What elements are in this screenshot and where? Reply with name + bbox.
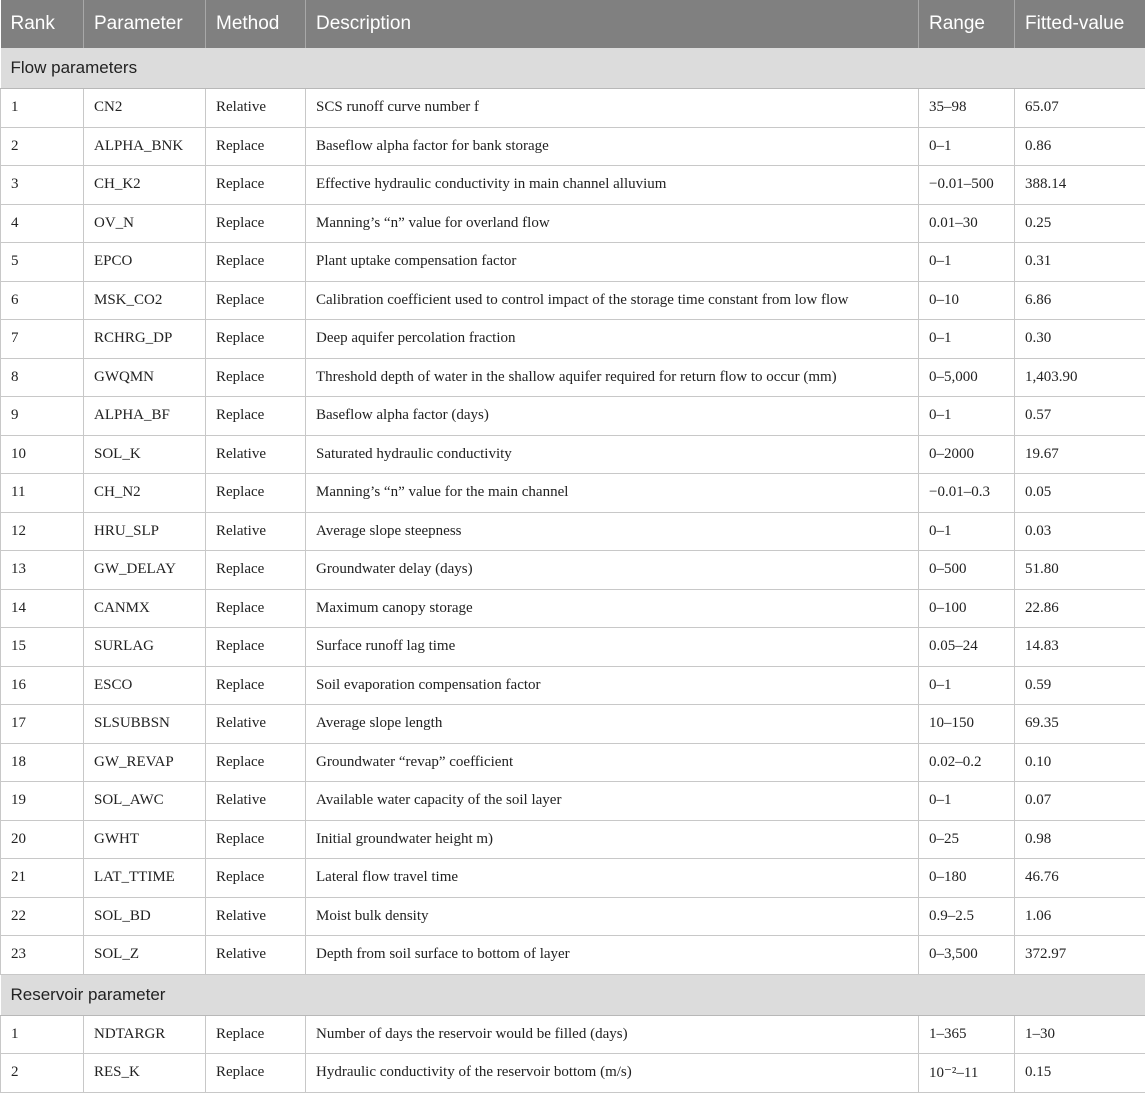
cell-description: Moist bulk density xyxy=(306,897,919,936)
table-row xyxy=(1,743,1145,782)
cell-range: 0–10 xyxy=(919,281,1015,320)
cell-fitted-value: 0.30 xyxy=(1015,320,1145,359)
cell-method: Replace xyxy=(206,358,306,397)
cell-range: 35–98 xyxy=(919,89,1015,128)
cell-fitted-value: 388.14 xyxy=(1015,166,1145,205)
cell-description: Lateral flow travel time xyxy=(306,859,919,898)
cell-fitted-value: 22.86 xyxy=(1015,589,1145,628)
cell-description: SCS runoff curve number f xyxy=(306,89,919,128)
cell-description: Maximum canopy storage xyxy=(306,589,919,628)
cell-method: Replace xyxy=(206,859,306,898)
cell-range: 0–1 xyxy=(919,782,1015,821)
cell-description: Manning’s “n” value for the main channel xyxy=(306,474,919,513)
cell-parameter: MSK_CO2 xyxy=(84,281,206,320)
cell-method: Replace xyxy=(206,628,306,667)
cell-rank: 15 xyxy=(1,628,84,667)
cell-parameter: HRU_SLP xyxy=(84,512,206,551)
cell-range: 0–1 xyxy=(919,666,1015,705)
cell-method: Replace xyxy=(206,243,306,282)
header-range: Range xyxy=(919,0,1015,48)
cell-parameter: LAT_TTIME xyxy=(84,859,206,898)
cell-description: Available water capacity of the soil layer xyxy=(306,782,919,821)
cell-description: Calibration coefficient used to control impact of the storage time constant from low flow xyxy=(306,281,919,320)
cell-description: Baseflow alpha factor (days) xyxy=(306,397,919,436)
cell-method: Replace xyxy=(206,320,306,359)
table-row xyxy=(1,705,1145,744)
table-row xyxy=(1,1054,1145,1093)
cell-range: 10–150 xyxy=(919,705,1015,744)
cell-rank: 16 xyxy=(1,666,84,705)
table-row xyxy=(1,89,1145,128)
cell-fitted-value: 51.80 xyxy=(1015,551,1145,590)
cell-range: 0–1 xyxy=(919,127,1015,166)
cell-range: 0.9–2.5 xyxy=(919,897,1015,936)
table-row xyxy=(1,512,1145,551)
cell-parameter: EPCO xyxy=(84,243,206,282)
cell-method: Replace xyxy=(206,551,306,590)
cell-description: Manning’s “n” value for overland flow xyxy=(306,204,919,243)
table-row xyxy=(1,936,1145,975)
cell-method: Replace xyxy=(206,666,306,705)
cell-range: 1–365 xyxy=(919,1015,1015,1054)
cell-method: Relative xyxy=(206,782,306,821)
table-row xyxy=(1,1015,1145,1054)
cell-fitted-value: 0.03 xyxy=(1015,512,1145,551)
table-row xyxy=(1,897,1145,936)
cell-method: Replace xyxy=(206,820,306,859)
cell-fitted-value: 0.10 xyxy=(1015,743,1145,782)
cell-method: Replace xyxy=(206,127,306,166)
cell-method: Relative xyxy=(206,705,306,744)
cell-method: Replace xyxy=(206,743,306,782)
section-title: Flow parameters xyxy=(1,48,1145,89)
section-header-row xyxy=(1,48,1145,89)
cell-rank: 4 xyxy=(1,204,84,243)
table-row xyxy=(1,127,1145,166)
cell-fitted-value: 372.97 xyxy=(1015,936,1145,975)
cell-description: Threshold depth of water in the shallow aquifer required for return flow to occur (mm) xyxy=(306,358,919,397)
cell-parameter: RES_K xyxy=(84,1054,206,1093)
cell-description: Plant uptake compensation factor xyxy=(306,243,919,282)
table-row xyxy=(1,281,1145,320)
cell-rank: 6 xyxy=(1,281,84,320)
cell-fitted-value: 0.31 xyxy=(1015,243,1145,282)
table-row xyxy=(1,320,1145,359)
cell-parameter: SOL_Z xyxy=(84,936,206,975)
cell-rank: 2 xyxy=(1,127,84,166)
cell-fitted-value: 14.83 xyxy=(1015,628,1145,667)
cell-range: 0–25 xyxy=(919,820,1015,859)
cell-rank: 1 xyxy=(1,1015,84,1054)
cell-rank: 20 xyxy=(1,820,84,859)
cell-range: 10⁻²–11 xyxy=(919,1054,1015,1093)
cell-parameter: RCHRG_DP xyxy=(84,320,206,359)
cell-fitted-value: 46.76 xyxy=(1015,859,1145,898)
cell-parameter: CANMX xyxy=(84,589,206,628)
table-body xyxy=(1,48,1145,1092)
cell-range: 0–3,500 xyxy=(919,936,1015,975)
table-row xyxy=(1,166,1145,205)
cell-description: Groundwater “revap” coefficient xyxy=(306,743,919,782)
cell-method: Replace xyxy=(206,474,306,513)
cell-description: Soil evaporation compensation factor xyxy=(306,666,919,705)
cell-range: 0–1 xyxy=(919,320,1015,359)
table-row xyxy=(1,666,1145,705)
table-row xyxy=(1,474,1145,513)
cell-fitted-value: 6.86 xyxy=(1015,281,1145,320)
cell-range: 0–500 xyxy=(919,551,1015,590)
cell-method: Relative xyxy=(206,936,306,975)
cell-fitted-value: 0.57 xyxy=(1015,397,1145,436)
header-row xyxy=(1,0,1145,48)
cell-range: −0.01–0.3 xyxy=(919,474,1015,513)
cell-range: 0–1 xyxy=(919,243,1015,282)
cell-range: 0–1 xyxy=(919,397,1015,436)
cell-rank: 13 xyxy=(1,551,84,590)
cell-rank: 21 xyxy=(1,859,84,898)
cell-method: Relative xyxy=(206,897,306,936)
table-row xyxy=(1,397,1145,436)
table-row xyxy=(1,589,1145,628)
cell-method: Replace xyxy=(206,589,306,628)
cell-rank: 8 xyxy=(1,358,84,397)
cell-parameter: CH_K2 xyxy=(84,166,206,205)
cell-fitted-value: 0.15 xyxy=(1015,1054,1145,1093)
cell-rank: 18 xyxy=(1,743,84,782)
cell-rank: 19 xyxy=(1,782,84,821)
cell-range: 0–2000 xyxy=(919,435,1015,474)
cell-fitted-value: 0.86 xyxy=(1015,127,1145,166)
cell-rank: 17 xyxy=(1,705,84,744)
cell-description: Groundwater delay (days) xyxy=(306,551,919,590)
header-description: Description xyxy=(306,0,919,48)
cell-fitted-value: 1–30 xyxy=(1015,1015,1145,1054)
cell-rank: 14 xyxy=(1,589,84,628)
cell-fitted-value: 0.98 xyxy=(1015,820,1145,859)
table-row xyxy=(1,435,1145,474)
header-method: Method xyxy=(206,0,306,48)
cell-fitted-value: 0.05 xyxy=(1015,474,1145,513)
cell-description: Hydraulic conductivity of the reservoir bottom (m/s) xyxy=(306,1054,919,1093)
cell-parameter: GW_REVAP xyxy=(84,743,206,782)
cell-parameter: GWHT xyxy=(84,820,206,859)
cell-parameter: ALPHA_BNK xyxy=(84,127,206,166)
table-row xyxy=(1,859,1145,898)
cell-range: 0–1 xyxy=(919,512,1015,551)
table-row xyxy=(1,551,1145,590)
cell-rank: 22 xyxy=(1,897,84,936)
cell-description: Deep aquifer percolation fraction xyxy=(306,320,919,359)
section-header-row xyxy=(1,974,1145,1015)
cell-fitted-value: 1.06 xyxy=(1015,897,1145,936)
cell-fitted-value: 0.07 xyxy=(1015,782,1145,821)
cell-rank: 1 xyxy=(1,89,84,128)
cell-parameter: CN2 xyxy=(84,89,206,128)
cell-description: Saturated hydraulic conductivity xyxy=(306,435,919,474)
cell-rank: 7 xyxy=(1,320,84,359)
table-row xyxy=(1,782,1145,821)
cell-fitted-value: 1,403.90 xyxy=(1015,358,1145,397)
cell-method: Replace xyxy=(206,1015,306,1054)
table-row xyxy=(1,204,1145,243)
cell-parameter: SOL_K xyxy=(84,435,206,474)
cell-range: 0.01–30 xyxy=(919,204,1015,243)
section-title: Reservoir parameter xyxy=(1,974,1145,1015)
cell-range: 0.02–0.2 xyxy=(919,743,1015,782)
header-parameter: Parameter xyxy=(84,0,206,48)
cell-parameter: SOL_AWC xyxy=(84,782,206,821)
cell-method: Replace xyxy=(206,166,306,205)
cell-range: 0–5,000 xyxy=(919,358,1015,397)
cell-description: Number of days the reservoir would be filled (days) xyxy=(306,1015,919,1054)
cell-fitted-value: 65.07 xyxy=(1015,89,1145,128)
cell-parameter: SLSUBBSN xyxy=(84,705,206,744)
cell-rank: 11 xyxy=(1,474,84,513)
cell-rank: 3 xyxy=(1,166,84,205)
table-row xyxy=(1,820,1145,859)
cell-range: −0.01–500 xyxy=(919,166,1015,205)
cell-description: Surface runoff lag time xyxy=(306,628,919,667)
cell-parameter: ALPHA_BF xyxy=(84,397,206,436)
header-rank: Rank xyxy=(1,0,84,48)
cell-description: Baseflow alpha factor for bank storage xyxy=(306,127,919,166)
cell-description: Depth from soil surface to bottom of layer xyxy=(306,936,919,975)
cell-method: Replace xyxy=(206,281,306,320)
cell-parameter: GW_DELAY xyxy=(84,551,206,590)
table-row xyxy=(1,243,1145,282)
cell-rank: 10 xyxy=(1,435,84,474)
cell-description: Average slope steepness xyxy=(306,512,919,551)
cell-range: 0–100 xyxy=(919,589,1015,628)
cell-parameter: OV_N xyxy=(84,204,206,243)
cell-range: 0–180 xyxy=(919,859,1015,898)
table-row xyxy=(1,628,1145,667)
cell-method: Relative xyxy=(206,435,306,474)
cell-fitted-value: 0.59 xyxy=(1015,666,1145,705)
cell-parameter: ESCO xyxy=(84,666,206,705)
cell-fitted-value: 69.35 xyxy=(1015,705,1145,744)
cell-fitted-value: 0.25 xyxy=(1015,204,1145,243)
cell-parameter: CH_N2 xyxy=(84,474,206,513)
cell-parameter: SURLAG xyxy=(84,628,206,667)
cell-method: Replace xyxy=(206,204,306,243)
cell-description: Initial groundwater height m) xyxy=(306,820,919,859)
cell-fitted-value: 19.67 xyxy=(1015,435,1145,474)
cell-range: 0.05–24 xyxy=(919,628,1015,667)
cell-parameter: NDTARGR xyxy=(84,1015,206,1054)
cell-rank: 2 xyxy=(1,1054,84,1093)
cell-method: Relative xyxy=(206,89,306,128)
cell-method: Replace xyxy=(206,397,306,436)
table-row xyxy=(1,358,1145,397)
header-fitted-value: Fitted-value xyxy=(1015,0,1145,48)
cell-method: Relative xyxy=(206,512,306,551)
cell-parameter: SOL_BD xyxy=(84,897,206,936)
cell-rank: 23 xyxy=(1,936,84,975)
cell-parameter: GWQMN xyxy=(84,358,206,397)
cell-rank: 12 xyxy=(1,512,84,551)
cell-method: Replace xyxy=(206,1054,306,1093)
cell-description: Average slope length xyxy=(306,705,919,744)
cell-description: Effective hydraulic conductivity in main channel alluvium xyxy=(306,166,919,205)
cell-rank: 5 xyxy=(1,243,84,282)
cell-rank: 9 xyxy=(1,397,84,436)
